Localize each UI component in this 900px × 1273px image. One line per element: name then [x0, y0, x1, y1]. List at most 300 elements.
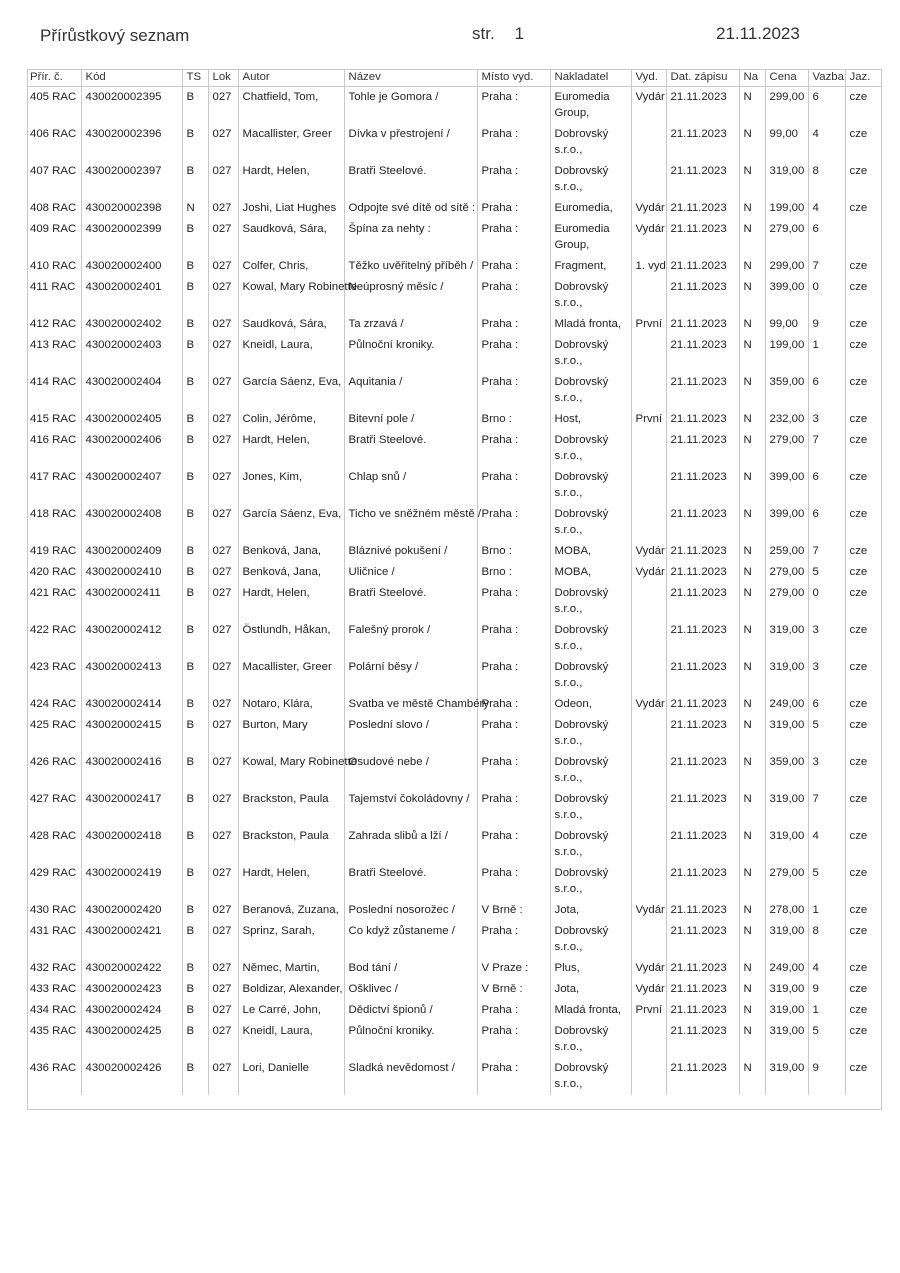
author-cell: Le Carré, John, — [238, 1000, 344, 1021]
code-cell: 430020002424 — [81, 1000, 182, 1021]
edition-cell: Vydár — [631, 87, 666, 125]
table-row — [27, 826, 882, 863]
table-row — [27, 1021, 882, 1058]
table-row — [27, 620, 882, 657]
na-cell: N — [739, 826, 765, 863]
author-cell: Hardt, Helen, — [238, 161, 344, 198]
binding-cell: 5 — [808, 715, 845, 752]
table-row — [27, 583, 882, 620]
location-cell: 027 — [208, 694, 238, 715]
language-cell: cze — [845, 826, 882, 863]
publisher-cell: MOBA, — [550, 562, 631, 583]
code-cell: 430020002421 — [81, 921, 182, 958]
place-cell: Praha : — [477, 314, 550, 335]
accession-number-cell: 424 RAC — [30, 698, 77, 710]
location-cell: 027 — [208, 715, 238, 752]
table-row — [27, 198, 882, 219]
language-cell: cze — [845, 752, 882, 789]
entry-date-cell: 21.11.2023 — [666, 921, 739, 958]
publisher-cell: Euromedia, — [550, 198, 631, 219]
price-cell: 319,00 — [765, 826, 808, 863]
price-cell: 359,00 — [765, 372, 808, 409]
place-cell: Praha : — [477, 198, 550, 219]
location-cell: 027 — [208, 958, 238, 979]
code-cell: 430020002422 — [81, 958, 182, 979]
place-cell: V Brně : — [477, 979, 550, 1000]
binding-cell: 5 — [808, 1021, 845, 1058]
edition-cell: Vydár — [631, 198, 666, 219]
publisher-cell: Dobrovský s.r.o., — [550, 1058, 631, 1095]
col-header: Jaz. — [845, 69, 882, 87]
na-cell: N — [739, 87, 765, 125]
na-cell: N — [739, 541, 765, 562]
page-label: str. — [472, 24, 495, 43]
col-header: Kód — [81, 69, 182, 87]
location-cell: 027 — [208, 1021, 238, 1058]
price-cell: 319,00 — [765, 1000, 808, 1021]
na-cell: N — [739, 752, 765, 789]
binding-cell: 5 — [808, 562, 845, 583]
entry-date-cell: 21.11.2023 — [666, 409, 739, 430]
table-row — [27, 541, 882, 562]
language-cell: cze — [845, 1000, 882, 1021]
document-title: Přírůstkový seznam — [40, 26, 190, 45]
na-cell: N — [739, 198, 765, 219]
publisher-cell: Dobrovský s.r.o., — [550, 752, 631, 789]
ts-cell: B — [182, 694, 208, 715]
language-cell: cze — [845, 715, 882, 752]
entry-date-cell: 21.11.2023 — [666, 900, 739, 921]
code-cell: 430020002425 — [81, 1021, 182, 1058]
place-cell: Praha : — [477, 504, 550, 541]
title-cell: Bratři Steelové. — [344, 863, 477, 900]
edition-cell — [631, 277, 666, 314]
title-cell: Bratři Steelové. — [344, 161, 477, 198]
author-cell: Jones, Kim, — [238, 467, 344, 504]
entry-date-cell: 21.11.2023 — [666, 335, 739, 372]
na-cell: N — [739, 504, 765, 541]
accession-number-cell: 418 RAC — [30, 508, 77, 520]
na-cell: N — [739, 694, 765, 715]
na-cell: N — [739, 277, 765, 314]
publisher-cell: Plus, — [550, 958, 631, 979]
title-cell: Tajemství čokoládovny / — [344, 789, 477, 826]
accession-number-cell: 405 RAC — [30, 91, 77, 103]
entry-date-cell: 21.11.2023 — [666, 620, 739, 657]
accession-number-cell: 414 RAC — [30, 376, 77, 388]
code-cell: 430020002403 — [81, 335, 182, 372]
na-cell: N — [739, 921, 765, 958]
binding-cell: 9 — [808, 979, 845, 1000]
accession-number-cell: 413 RAC — [30, 339, 77, 351]
na-cell: N — [739, 715, 765, 752]
author-cell: Brackston, Paula — [238, 789, 344, 826]
code-cell: 430020002410 — [81, 562, 182, 583]
price-cell: 319,00 — [765, 979, 808, 1000]
language-cell: cze — [845, 409, 882, 430]
ts-cell: B — [182, 219, 208, 256]
code-cell: 430020002416 — [81, 752, 182, 789]
entry-date-cell: 21.11.2023 — [666, 979, 739, 1000]
author-cell: Hardt, Helen, — [238, 583, 344, 620]
title-cell: Poslední nosorožec / — [344, 900, 477, 921]
col-header: Cena — [765, 69, 808, 87]
title-cell: Bratři Steelové. — [344, 583, 477, 620]
entry-date-cell: 21.11.2023 — [666, 277, 739, 314]
author-cell: Östlundh, Håkan, — [238, 620, 344, 657]
ts-cell: B — [182, 863, 208, 900]
location-cell: 027 — [208, 277, 238, 314]
code-cell: 430020002414 — [81, 694, 182, 715]
publisher-cell: Dobrovský s.r.o., — [550, 467, 631, 504]
title-cell: Falešný prorok / — [344, 620, 477, 657]
code-cell: 430020002415 — [81, 715, 182, 752]
na-cell: N — [739, 1021, 765, 1058]
title-cell: Polární běsy / — [344, 657, 477, 694]
binding-cell: 7 — [808, 541, 845, 562]
place-cell: Brno : — [477, 562, 550, 583]
place-cell: Praha : — [477, 715, 550, 752]
publisher-cell: Dobrovský s.r.o., — [550, 657, 631, 694]
binding-cell: 4 — [808, 198, 845, 219]
edition-cell: Vydár — [631, 219, 666, 256]
na-cell: N — [739, 335, 765, 372]
place-cell: V Praze : — [477, 958, 550, 979]
place-cell: Praha : — [477, 372, 550, 409]
title-cell: Odpojte své dítě od sítě : — [344, 198, 477, 219]
location-cell: 027 — [208, 87, 238, 125]
entry-date-cell: 21.11.2023 — [666, 863, 739, 900]
author-cell: Notaro, Klára, — [238, 694, 344, 715]
document-date: 21.11.2023 — [716, 24, 800, 43]
edition-cell — [631, 863, 666, 900]
publisher-cell: Euromedia Group, — [550, 87, 631, 125]
entry-date-cell: 21.11.2023 — [666, 198, 739, 219]
entry-date-cell: 21.11.2023 — [666, 826, 739, 863]
price-cell: 279,00 — [765, 863, 808, 900]
accession-number-cell: 433 RAC — [30, 983, 77, 995]
accession-number-cell: 411 RAC — [30, 281, 76, 293]
location-cell: 027 — [208, 256, 238, 277]
accession-number-cell: 415 RAC — [30, 413, 77, 425]
price-cell: 99,00 — [765, 124, 808, 161]
price-cell: 319,00 — [765, 1058, 808, 1095]
ts-cell: B — [182, 1000, 208, 1021]
entry-date-cell: 21.11.2023 — [666, 1021, 739, 1058]
title-cell: Ta zrzavá / — [344, 314, 477, 335]
ts-cell: B — [182, 541, 208, 562]
code-cell: 430020002409 — [81, 541, 182, 562]
price-cell: 199,00 — [765, 335, 808, 372]
place-cell: Praha : — [477, 256, 550, 277]
entry-date-cell: 21.11.2023 — [666, 583, 739, 620]
table-row — [27, 124, 882, 161]
location-cell: 027 — [208, 198, 238, 219]
accession-number-cell: 422 RAC — [30, 624, 77, 636]
page-number: 1 — [514, 24, 525, 43]
edition-cell — [631, 583, 666, 620]
place-cell: Brno : — [477, 541, 550, 562]
edition-cell — [631, 752, 666, 789]
publisher-cell: Dobrovský s.r.o., — [550, 430, 631, 467]
location-cell: 027 — [208, 409, 238, 430]
entry-date-cell: 21.11.2023 — [666, 752, 739, 789]
author-cell: Joshi, Liat Hughes — [238, 198, 344, 219]
price-cell: 399,00 — [765, 504, 808, 541]
code-cell: 430020002401 — [81, 277, 182, 314]
edition-cell: 1. vyd — [631, 256, 666, 277]
accession-number-cell: 429 RAC — [30, 867, 77, 879]
author-cell: Boldizar, Alexander, — [238, 979, 344, 1000]
entry-date-cell: 21.11.2023 — [666, 87, 739, 125]
location-cell: 027 — [208, 979, 238, 1000]
price-cell: 319,00 — [765, 620, 808, 657]
title-cell: Špína za nehty : — [344, 219, 477, 256]
binding-cell: 1 — [808, 900, 845, 921]
na-cell: N — [739, 657, 765, 694]
language-cell: cze — [845, 372, 882, 409]
price-cell: 279,00 — [765, 430, 808, 467]
place-cell: Praha : — [477, 87, 550, 125]
entry-date-cell: 21.11.2023 — [666, 1000, 739, 1021]
title-cell: Zahrada slibů a lží / — [344, 826, 477, 863]
publisher-cell: Dobrovský s.r.o., — [550, 372, 631, 409]
price-cell: 279,00 — [765, 562, 808, 583]
ts-cell: B — [182, 124, 208, 161]
edition-cell: Vydár — [631, 979, 666, 1000]
ts-cell: B — [182, 161, 208, 198]
author-cell: Kowal, Mary Robinette — [238, 752, 344, 789]
author-cell: Benková, Jana, — [238, 562, 344, 583]
code-cell: 430020002420 — [81, 900, 182, 921]
page-header — [0, 24, 900, 48]
price-cell: 399,00 — [765, 467, 808, 504]
publisher-cell: Dobrovský s.r.o., — [550, 504, 631, 541]
location-cell: 027 — [208, 161, 238, 198]
na-cell: N — [739, 467, 765, 504]
language-cell: cze — [845, 161, 882, 198]
author-cell: García Sáenz, Eva, — [238, 504, 344, 541]
language-cell: cze — [845, 256, 882, 277]
ts-cell: B — [182, 958, 208, 979]
edition-cell — [631, 335, 666, 372]
accession-number-cell: 420 RAC — [30, 566, 77, 578]
code-cell: 430020002402 — [81, 314, 182, 335]
binding-cell: 0 — [808, 277, 845, 314]
location-cell: 027 — [208, 583, 238, 620]
place-cell: Praha : — [477, 430, 550, 467]
location-cell: 027 — [208, 541, 238, 562]
col-header: Lok — [208, 69, 238, 87]
col-header: Nakladatel — [550, 69, 631, 87]
binding-cell: 0 — [808, 583, 845, 620]
binding-cell: 1 — [808, 1000, 845, 1021]
ts-cell: B — [182, 335, 208, 372]
ts-cell: B — [182, 277, 208, 314]
ts-cell: B — [182, 583, 208, 620]
entry-date-cell: 21.11.2023 — [666, 372, 739, 409]
entry-date-cell: 21.11.2023 — [666, 219, 739, 256]
place-cell: Praha : — [477, 1000, 550, 1021]
table-row — [27, 277, 882, 314]
edition-cell — [631, 430, 666, 467]
author-cell: Burton, Mary — [238, 715, 344, 752]
title-cell: Uličnice / — [344, 562, 477, 583]
language-cell: cze — [845, 900, 882, 921]
title-cell: Bitevní pole / — [344, 409, 477, 430]
location-cell: 027 — [208, 1058, 238, 1095]
author-cell: Colfer, Chris, — [238, 256, 344, 277]
publisher-cell: Dobrovský s.r.o., — [550, 715, 631, 752]
edition-cell — [631, 826, 666, 863]
publisher-cell: Fragment, — [550, 256, 631, 277]
binding-cell: 6 — [808, 504, 845, 541]
accession-number-cell: 436 RAC — [30, 1062, 77, 1074]
author-cell: Kneidl, Laura, — [238, 335, 344, 372]
ts-cell: B — [182, 900, 208, 921]
language-cell: cze — [845, 335, 882, 372]
publisher-cell: Mladá fronta, — [550, 1000, 631, 1021]
table-row — [27, 314, 882, 335]
publisher-cell: Dobrovský s.r.o., — [550, 921, 631, 958]
title-cell: Poslední slovo / — [344, 715, 477, 752]
table-row — [27, 1058, 882, 1095]
title-cell: Bratři Steelové. — [344, 430, 477, 467]
ts-cell: B — [182, 372, 208, 409]
entry-date-cell: 21.11.2023 — [666, 1058, 739, 1095]
publisher-cell: Dobrovský s.r.o., — [550, 161, 631, 198]
entry-date-cell: 21.11.2023 — [666, 715, 739, 752]
ts-cell: N — [182, 198, 208, 219]
author-cell: Saudková, Sára, — [238, 314, 344, 335]
na-cell: N — [739, 256, 765, 277]
price-cell: 299,00 — [765, 256, 808, 277]
entry-date-cell: 21.11.2023 — [666, 124, 739, 161]
publisher-cell: Mladá fronta, — [550, 314, 631, 335]
entry-date-cell: 21.11.2023 — [666, 789, 739, 826]
table-row — [27, 789, 882, 826]
binding-cell: 5 — [808, 863, 845, 900]
accession-number-cell: 428 RAC — [30, 830, 77, 842]
code-cell: 430020002413 — [81, 657, 182, 694]
place-cell: Praha : — [477, 657, 550, 694]
location-cell: 027 — [208, 1000, 238, 1021]
edition-cell: První — [631, 314, 666, 335]
author-cell: Němec, Martin, — [238, 958, 344, 979]
binding-cell: 8 — [808, 921, 845, 958]
binding-cell: 3 — [808, 657, 845, 694]
location-cell: 027 — [208, 863, 238, 900]
publisher-cell: Dobrovský s.r.o., — [550, 620, 631, 657]
location-cell: 027 — [208, 921, 238, 958]
table-row — [27, 921, 882, 958]
table-row — [27, 694, 882, 715]
location-cell: 027 — [208, 335, 238, 372]
price-cell: 319,00 — [765, 1021, 808, 1058]
code-cell: 430020002423 — [81, 979, 182, 1000]
location-cell: 027 — [208, 620, 238, 657]
author-cell: Macallister, Greer — [238, 657, 344, 694]
edition-cell — [631, 921, 666, 958]
ts-cell: B — [182, 620, 208, 657]
entry-date-cell: 21.11.2023 — [666, 430, 739, 467]
binding-cell: 3 — [808, 752, 845, 789]
table-row — [27, 87, 882, 125]
table-row — [27, 161, 882, 198]
na-cell: N — [739, 789, 765, 826]
title-cell: Aquitania / — [344, 372, 477, 409]
accession-number-cell: 431 RAC — [30, 925, 77, 937]
accession-number-cell: 421 RAC — [30, 587, 77, 599]
ts-cell: B — [182, 409, 208, 430]
publisher-cell: MOBA, — [550, 541, 631, 562]
location-cell: 027 — [208, 826, 238, 863]
place-cell: Praha : — [477, 826, 550, 863]
price-cell: 278,00 — [765, 900, 808, 921]
edition-cell — [631, 124, 666, 161]
table-row — [27, 562, 882, 583]
col-header: Místo vyd. — [477, 69, 550, 87]
language-cell: cze — [845, 1021, 882, 1058]
publisher-cell: Dobrovský s.r.o., — [550, 1021, 631, 1058]
ts-cell: B — [182, 979, 208, 1000]
price-cell: 199,00 — [765, 198, 808, 219]
col-header: Na — [739, 69, 765, 87]
table-row — [27, 219, 882, 256]
edition-cell — [631, 620, 666, 657]
price-cell: 279,00 — [765, 583, 808, 620]
na-cell: N — [739, 161, 765, 198]
place-cell: Praha : — [477, 124, 550, 161]
author-cell: Lori, Danielle — [238, 1058, 344, 1095]
entry-date-cell: 21.11.2023 — [666, 314, 739, 335]
language-cell: cze — [845, 277, 882, 314]
code-cell: 430020002426 — [81, 1058, 182, 1095]
na-cell: N — [739, 409, 765, 430]
accession-number-cell: 430 RAC — [30, 904, 77, 916]
col-header: Dat. zápisu — [666, 69, 739, 87]
author-cell: Benková, Jana, — [238, 541, 344, 562]
na-cell: N — [739, 1000, 765, 1021]
price-cell: 319,00 — [765, 789, 808, 826]
ts-cell: B — [182, 789, 208, 826]
accession-number-cell: 406 RAC — [30, 128, 77, 140]
language-cell: cze — [845, 583, 882, 620]
language-cell: cze — [845, 124, 882, 161]
language-cell: cze — [845, 198, 882, 219]
accession-number-cell: 417 RAC — [30, 471, 77, 483]
entry-date-cell: 21.11.2023 — [666, 562, 739, 583]
na-cell: N — [739, 430, 765, 467]
location-cell: 027 — [208, 657, 238, 694]
table-row — [27, 715, 882, 752]
ts-cell: B — [182, 504, 208, 541]
header-row — [27, 69, 882, 87]
binding-cell: 9 — [808, 314, 845, 335]
table-row — [27, 979, 882, 1000]
na-cell: N — [739, 372, 765, 409]
edition-cell — [631, 467, 666, 504]
location-cell: 027 — [208, 219, 238, 256]
language-cell: cze — [845, 789, 882, 826]
title-cell: Dědictví špionů / — [344, 1000, 477, 1021]
col-header: Název — [344, 69, 477, 87]
price-cell: 249,00 — [765, 694, 808, 715]
place-cell: Praha : — [477, 1021, 550, 1058]
code-cell: 430020002412 — [81, 620, 182, 657]
price-cell: 249,00 — [765, 958, 808, 979]
edition-cell — [631, 1021, 666, 1058]
